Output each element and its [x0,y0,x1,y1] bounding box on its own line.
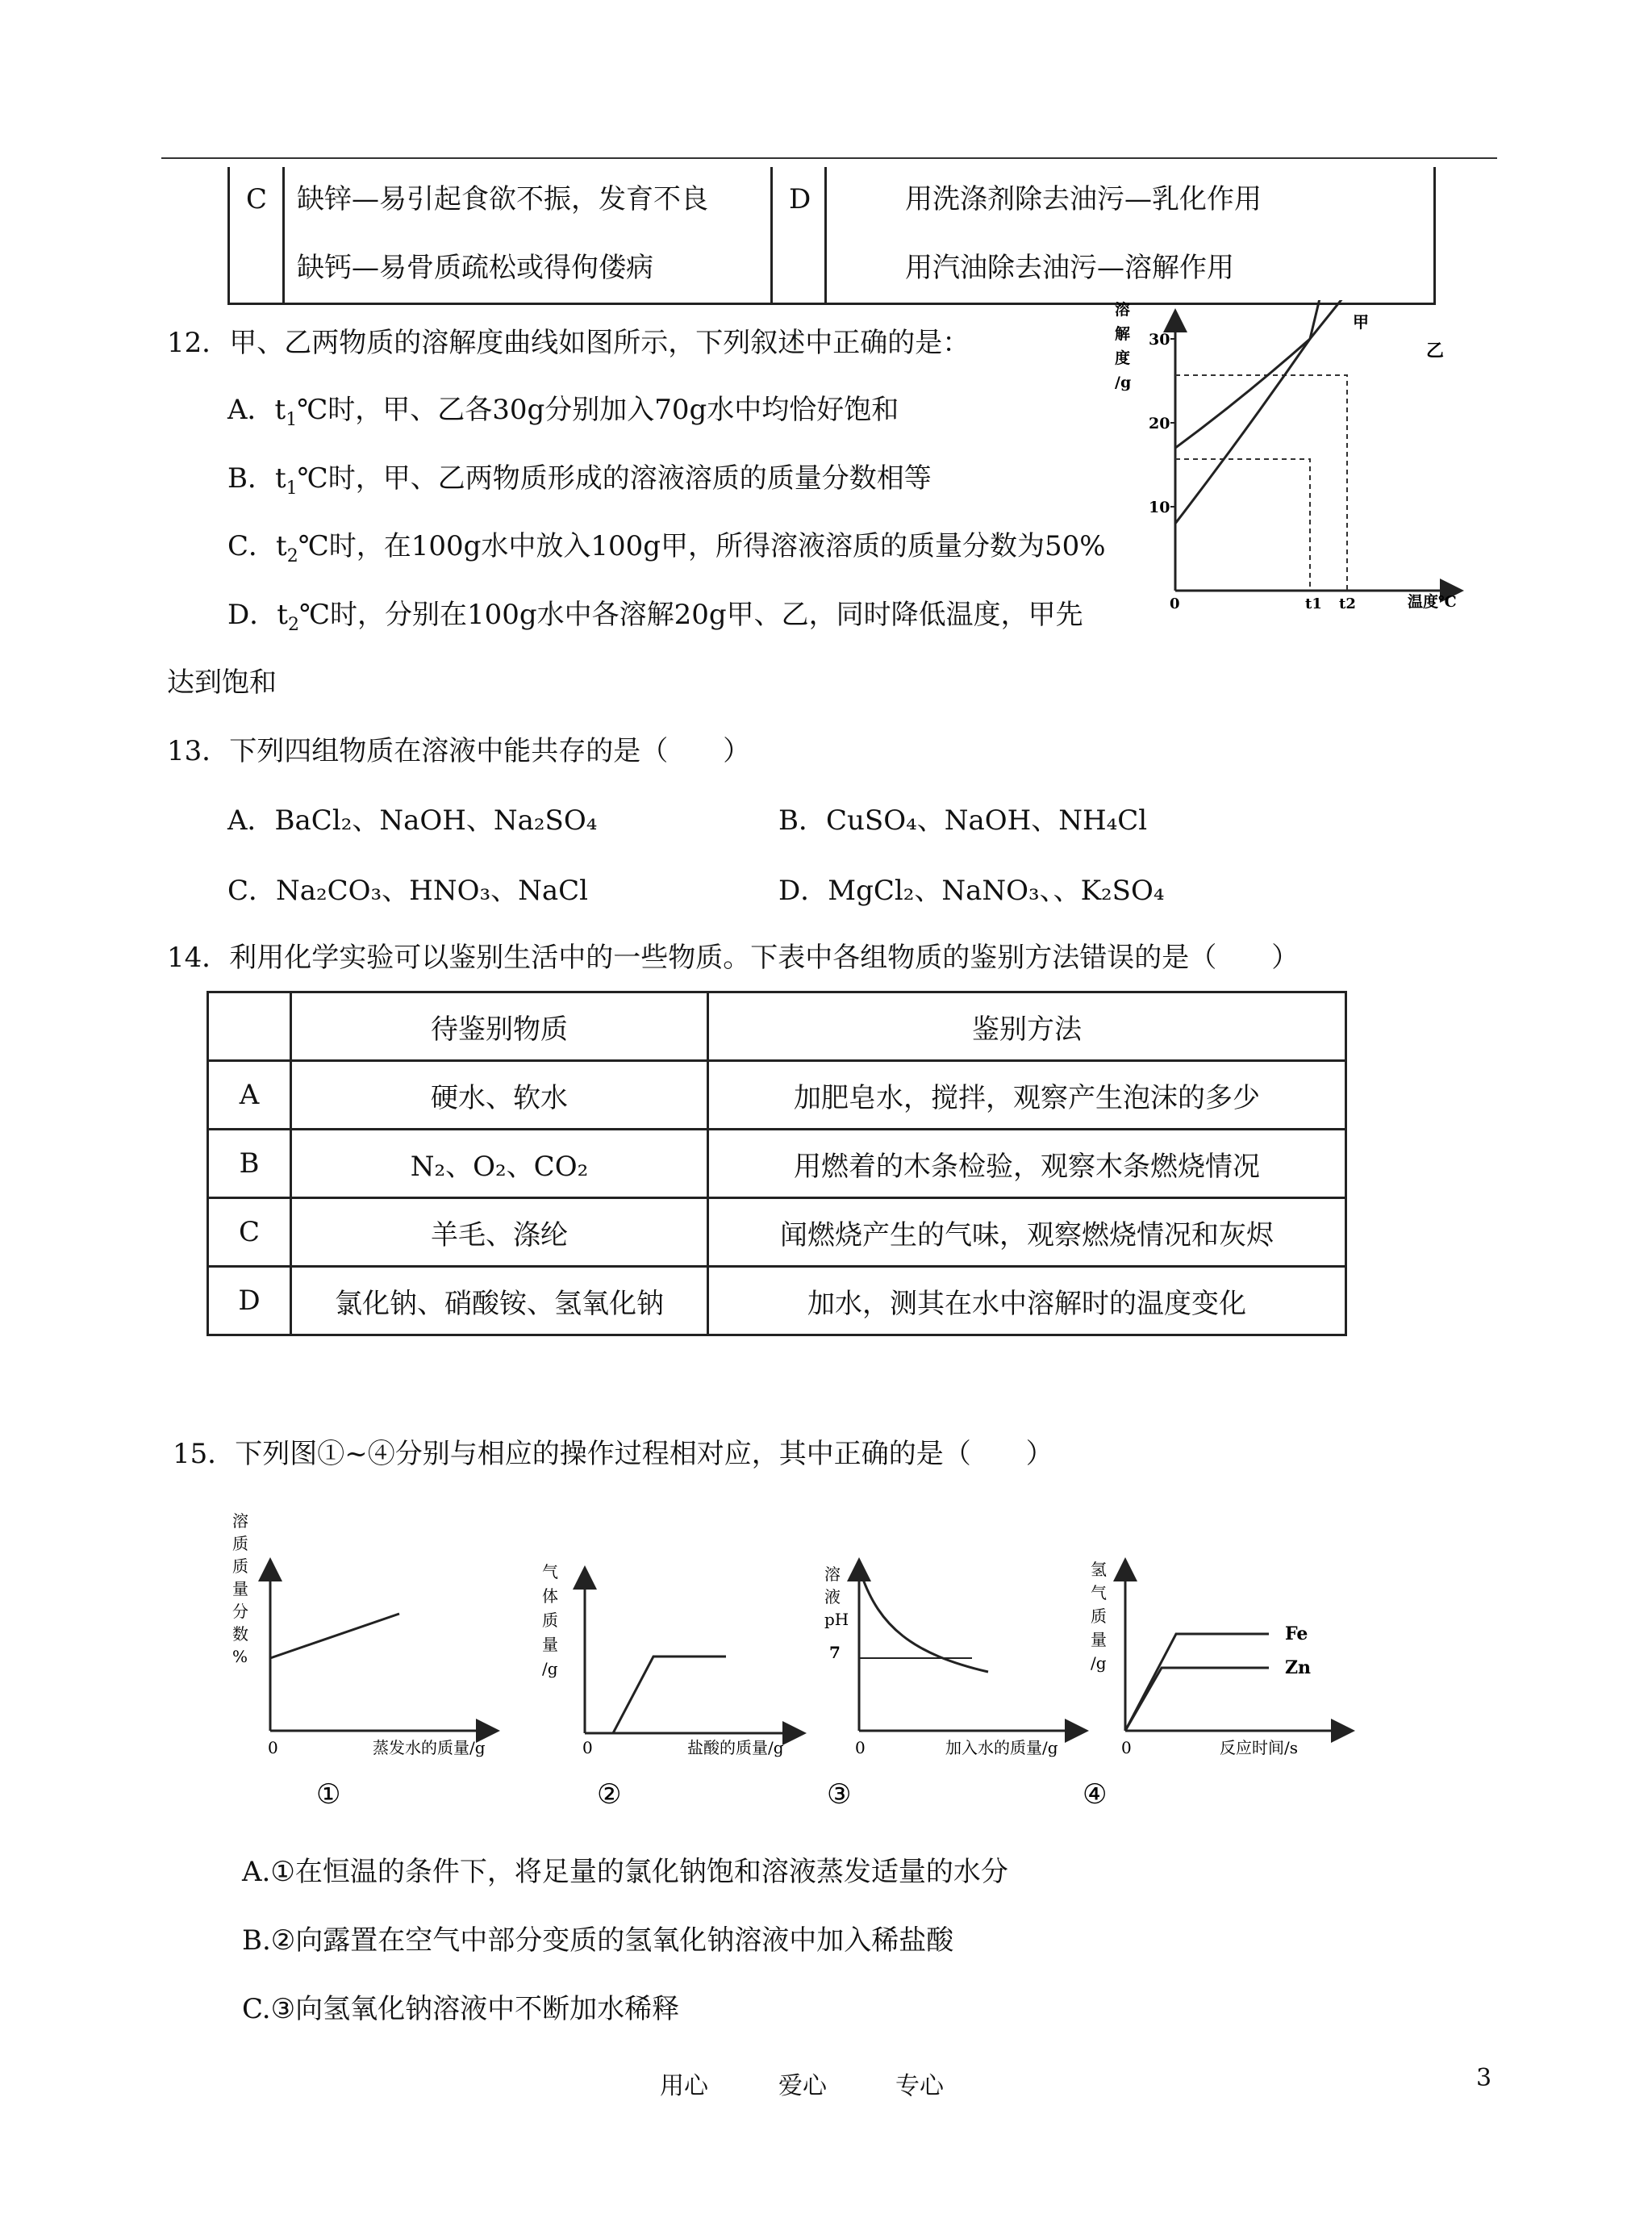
y-axis-label [232,1511,248,1666]
y-axis-label-char: 液 [824,1587,841,1606]
x-axis-label: 加入水的质量/g [945,1738,1058,1757]
table-cell: N₂、O₂、CO₂ [291,1130,708,1198]
table-row [208,1130,1346,1198]
series-label-zn: Zn [1285,1657,1312,1678]
top-table-c-label: C [246,183,268,215]
top-table-divider [824,167,827,305]
data-line [270,1614,399,1658]
q13-option-d: D．MgCl₂、NaNO₃、、K₂SO₄ [778,875,1165,907]
series-label-fe: Fe [1285,1623,1308,1644]
y-axis-label-char: 溶 [232,1511,248,1531]
graph-1 [226,1509,500,1824]
table-cell: 用燃着的木条检验，观察木条燃烧情况 [708,1130,1346,1198]
table-cell: 加水，测其在水中溶解时的温度变化 [708,1267,1346,1335]
table-cell: B [208,1130,291,1198]
q15-option-b: B.②向露置在空气中部分变质的氢氧化钠溶液中加入稀盐酸 [242,1924,954,1957]
curve-jia [1175,300,1370,524]
q12-option-a: A．$t_1℃$时，甲、乙各30g分别加入70g水中均恰好饱和 [227,394,899,430]
page-number: 3 [1476,2064,1492,2092]
zn-line [1125,1668,1269,1731]
origin-label: 0 [268,1738,278,1757]
q12-option-c: C．$t_2℃$时，在100g水中放入100g甲，所得溶液溶质的质量分数为50% [227,530,1106,566]
table-cell: 氯化钠、硝酸铵、氢氧化钠 [291,1267,708,1335]
q12-option-d-continued: 达到饱和 [167,666,277,699]
series-label-yi: 乙 [1426,340,1445,361]
panel-label: ④ [1083,1778,1108,1811]
graph-3 [815,1509,1089,1824]
x-tick-t2: t2 [1339,595,1356,612]
top-table-c-line2: 缺钙—易骨质疏松或得佝偻病 [297,252,653,284]
x-axis-label: 蒸发水的质量/g [373,1738,486,1757]
y-axis-label [824,1565,849,1629]
series-label-jia: 甲 [1353,312,1369,332]
y-tick-label: 30 [1149,331,1170,349]
y-axis-label-char: 氢 [1091,1560,1107,1579]
origin-label: 0 [855,1738,866,1757]
q15-option-c: C.③向氢氧化钠溶液中不断加水稀释 [242,1993,680,2025]
panel-label: ③ [827,1778,852,1811]
x-axis-label: 温度℃ [1408,593,1457,611]
table-header-cell [208,992,291,1061]
table-cell: D [208,1267,291,1335]
origin-label: 0 [1121,1738,1132,1757]
table-cell: 羊毛、涤纶 [291,1198,708,1267]
y-axis-label-char: 量 [1091,1630,1107,1649]
panel-label: ① [316,1778,341,1811]
y-axis-label-char: 溶 [824,1565,841,1584]
y-axis-label-char: 溶 [1115,301,1131,319]
y-axis-label-char: % [232,1647,248,1666]
y-axis-label-char: /g [542,1659,558,1678]
q14-stem: 14．利用化学实验可以鉴别生活中的一些物质。下表中各组物质的鉴别方法错误的是（ ） [167,942,1299,974]
y-axis-label-char: /g [1115,374,1132,391]
y-axis-label-char: 度 [1115,349,1131,367]
origin-label: 0 [1170,595,1180,612]
footer-motto-1: 用心 [660,2072,708,2100]
table-header-row [208,992,1346,1061]
table-header-cell: 鉴别方法 [708,992,1346,1061]
y-axis-label-char: /g [1091,1653,1107,1673]
y-axis-label-char: 量 [232,1579,248,1598]
header-rule [161,157,1497,159]
q13-option-b: B．CuSO₄、NaOH、NH₄Cl [778,804,1148,837]
x-tick-t1: t1 [1305,595,1322,612]
y-axis-label-char: 量 [542,1635,558,1654]
y-axis-label-char: 质 [232,1534,248,1553]
x-axis-label: 盐酸的质量/g [687,1738,784,1757]
y-axis-label [542,1562,558,1678]
q13-option-c: C．Na₂CO₃、HNO₃、NaCl [227,875,588,907]
solubility-chart [1105,300,1468,623]
curve-yi [1175,300,1445,448]
fe-line [1125,1634,1269,1731]
q12-option-b: B．$t_1℃$时，甲、乙两物质形成的溶液溶质的质量分数相等 [227,462,932,499]
footer-motto-3: 专心 [895,2072,944,2100]
y-tick-label: 10 [1149,499,1170,516]
top-table-d-label: D [789,183,811,215]
y-axis-label-char: pH [824,1610,849,1629]
panel-label: ② [597,1778,622,1811]
q15-stem: 15．下列图①~④分别与相应的操作过程相对应，其中正确的是（ ） [173,1438,1053,1470]
table-cell: 闻燃烧产生的气味，观察燃烧情况和灰烬 [708,1198,1346,1267]
footer-motto-2: 爱心 [778,2072,827,2100]
q13-stem: 13．下列四组物质在溶液中能共存的是（ ） [167,735,751,767]
table-header-cell: 待鉴别物质 [291,992,708,1061]
y-axis-label-char: 气 [542,1562,558,1581]
ph-7-label: 7 [829,1643,841,1662]
y-axis-label-char: 体 [542,1586,558,1606]
graph-4 [1081,1509,1355,1824]
y-axis-label-char: 质 [1091,1606,1107,1626]
table-cell: 加肥皂水，搅拌，观察产生泡沫的多少 [708,1061,1346,1130]
top-table-d-line2: 用汽油除去油污—溶解作用 [905,252,1234,284]
y-axis-label-char: 分 [232,1602,248,1621]
top-table-divider [282,167,285,305]
table-row [208,1267,1346,1335]
y-axis-label [1091,1560,1107,1673]
y-axis-label-char: 气 [1091,1583,1107,1602]
q12-stem: 12．甲、乙两物质的溶解度曲线如图所示，下列叙述中正确的是： [167,327,970,359]
y-tick-label: 20 [1149,415,1170,432]
x-axis-label: 反应时间/s [1220,1738,1299,1757]
q13-option-a: A．BaCl₂、NaOH、Na₂SO₄ [227,804,598,837]
q15-option-a: A.①在恒温的条件下，将足量的氯化钠饱和溶液蒸发适量的水分 [242,1856,1008,1888]
top-table-divider [770,167,773,305]
graph-2 [532,1509,807,1824]
y-axis-label-char: 质 [232,1556,248,1576]
table-cell: 硬水、软水 [291,1061,708,1130]
q12-option-d: D．$t_2℃$时，分别在100g水中各溶解20g甲、乙，同时降低温度，甲先 [227,599,1083,635]
identification-table [206,991,1347,1336]
data-line [613,1657,726,1733]
y-axis-label [1115,300,1131,391]
table-row [208,1061,1346,1130]
table-cell: A [208,1061,291,1130]
top-table-d-line1: 用洗涤剂除去油污—乳化作用 [905,183,1262,215]
origin-label: 0 [582,1738,593,1757]
table-row [208,1198,1346,1267]
y-axis-label-char: 数 [232,1624,248,1644]
y-axis-label-char: 质 [542,1611,558,1630]
y-axis-label-char: 解 [1115,325,1131,343]
top-table-c-line1: 缺锌—易引起食欲不振，发育不良 [297,183,708,215]
table-cell: C [208,1198,291,1267]
